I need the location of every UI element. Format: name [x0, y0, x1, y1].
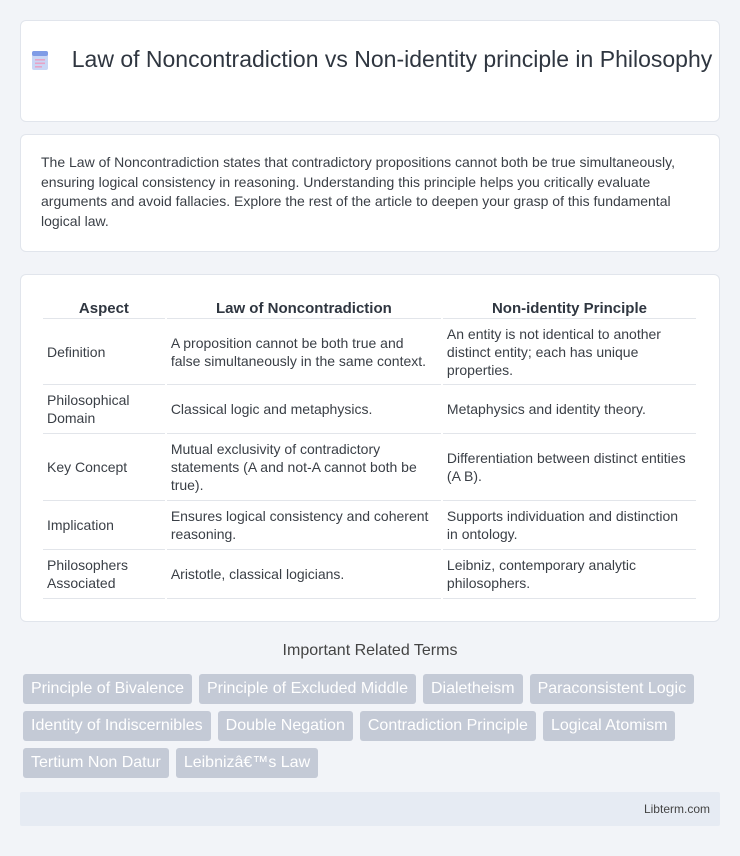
related-terms-list [23, 674, 723, 778]
cell-aspect: Key Concept [43, 434, 165, 501]
cell-aspect: Implication [43, 501, 165, 550]
comparison-table [41, 295, 698, 599]
header-non-identity: Non-identity Principle [443, 295, 696, 319]
tag-principle-of-excluded-middle[interactable]: Principle of Excluded Middle [199, 674, 416, 704]
document-icon [28, 48, 52, 72]
footer-brand[interactable]: Libterm.com [643, 802, 710, 816]
cell-non-identity: Differentiation between distinct entities (A B). [443, 434, 696, 501]
table-row [43, 319, 696, 385]
page-title [21, 45, 719, 74]
table-row [43, 434, 696, 501]
cell-noncontradiction: Aristotle, classical logicians. [167, 550, 441, 599]
title-card [20, 20, 720, 122]
cell-non-identity: Metaphysics and identity theory. [443, 385, 696, 434]
comparison-card [20, 274, 720, 622]
tag-paraconsistent-logic[interactable]: Paraconsistent Logic [530, 674, 695, 704]
cell-noncontradiction: Ensures logical consistency and coherent reasoning. [167, 501, 441, 550]
intro-card [20, 134, 720, 252]
tag-leibniz-law[interactable]: Leibnizâ€™s Law [176, 748, 318, 778]
cell-noncontradiction: A proposition cannot be both true and false simultaneously in the same context. [167, 319, 441, 385]
table-row [43, 501, 696, 550]
footer [20, 792, 720, 826]
tag-tertium-non-datur[interactable]: Tertium Non Datur [23, 748, 169, 778]
table-row [43, 385, 696, 434]
cell-aspect: Philosophers Associated [43, 550, 165, 599]
cell-aspect: Definition [43, 319, 165, 385]
tag-contradiction-principle[interactable]: Contradiction Principle [360, 711, 536, 741]
cell-non-identity: Supports individuation and distinction in ontology. [443, 501, 696, 550]
cell-noncontradiction: Mutual exclusivity of contradictory statements (A and not-A cannot both be true). [167, 434, 441, 501]
tag-double-negation[interactable]: Double Negation [218, 711, 353, 741]
header-aspect: Aspect [43, 295, 165, 319]
intro-paragraph: The Law of Noncontradiction states that contradictory propositions cannot both be true simultaneously, ensuring logical consistency in reasoning. Understanding this principle helps you critically evaluate arguments and avoid fallacies. Explore the rest of the article to deepen your grasp of this fundamental logical law. [41, 154, 675, 229]
related-terms-title: Important Related Terms [282, 642, 458, 659]
tag-identity-of-indiscernibles[interactable]: Identity of Indiscernibles [23, 711, 211, 741]
tag-dialetheism[interactable]: Dialetheism [423, 674, 523, 704]
table-row [43, 550, 696, 599]
table-header-row [43, 295, 696, 319]
tag-logical-atomism[interactable]: Logical Atomism [543, 711, 676, 741]
cell-noncontradiction: Classical logic and metaphysics. [167, 385, 441, 434]
tag-principle-of-bivalence[interactable]: Principle of Bivalence [23, 674, 192, 704]
header-noncontradiction: Law of Noncontradiction [167, 295, 441, 319]
page-title-text: Law of Noncontradiction vs Non-identity principle in Philosophy [71, 46, 713, 72]
cell-non-identity: An entity is not identical to another distinct entity; each has unique properties. [443, 319, 696, 385]
cell-non-identity: Leibniz, contemporary analytic philosophers. [443, 550, 696, 599]
cell-aspect: Philosophical Domain [43, 385, 165, 434]
